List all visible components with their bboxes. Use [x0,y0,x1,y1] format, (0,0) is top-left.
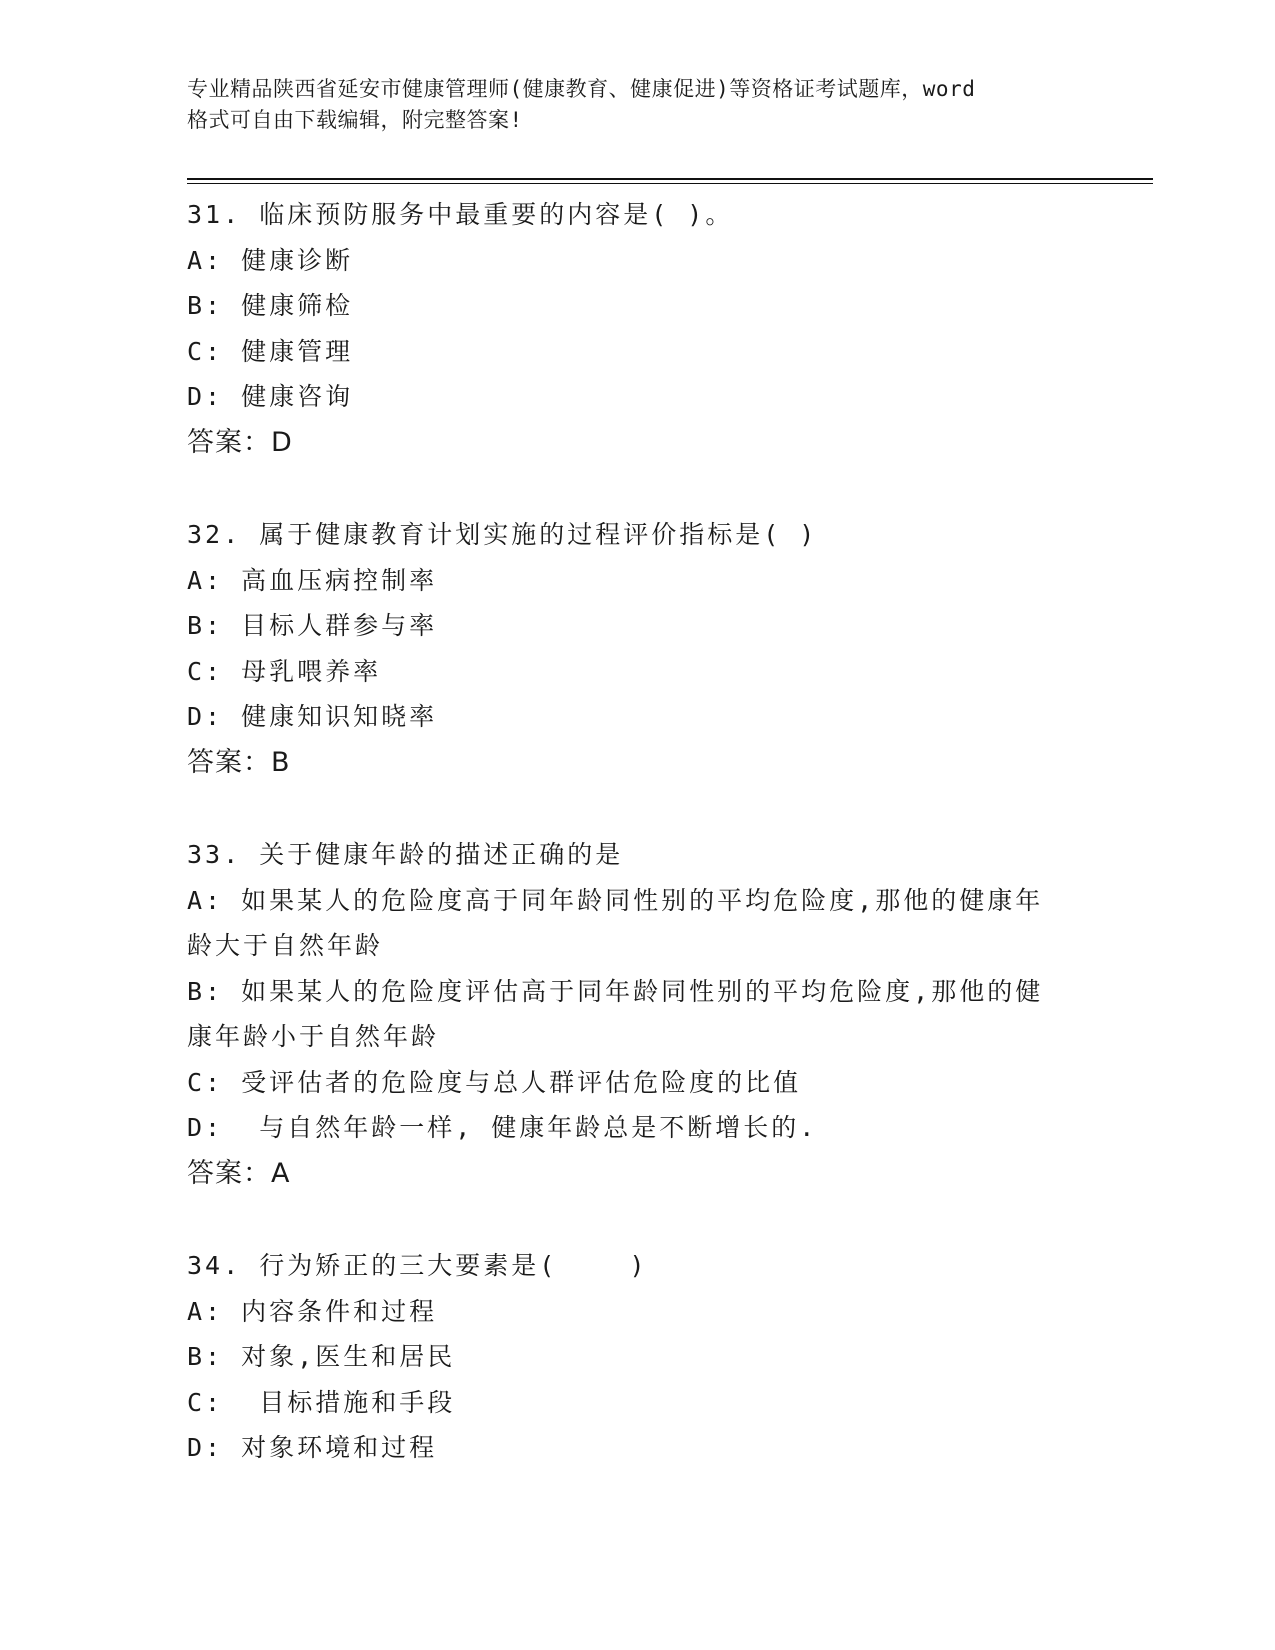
question-31 [187,192,1067,465]
option-b: B: 目标人群参与率 [187,611,438,640]
answer-label: 答案： [187,1157,271,1189]
answer-label: 答案： [187,426,271,458]
option-c: C: 健康管理 [187,336,354,366]
answer-value: A [271,1157,290,1189]
answer-value: D [271,426,292,458]
option-b: B: 健康筛检 [187,291,354,320]
header-divider-thick [187,178,1153,180]
question-33 [187,832,1067,1196]
answer-line [187,1151,1067,1197]
option-a: A: 健康诊断 [187,245,354,275]
question-32 [187,512,1067,785]
answer-line [187,420,1067,466]
option-a: A: 内容条件和过程 [187,1296,438,1326]
question-stem: 32. 属于健康教育计划实施的过程评价指标是( ) [187,520,818,549]
option-a: A: 如果某人的危险度高于同年龄同性别的平均危险度,那他的健康年龄大于自然年龄 [187,885,1044,960]
option-d: D: 健康咨询 [187,382,354,411]
answer-line [187,740,1067,786]
option-a: A: 高血压病控制率 [187,565,438,595]
document-header [187,74,1087,136]
option-c: C: 受评估者的危险度与总人群评估危险度的比值 [187,1067,802,1097]
question-34 [187,1243,1067,1471]
question-stem: 31. 临床预防服务中最重要的内容是( )。 [187,200,734,229]
header-line-1: 专业精品陕西省延安市健康管理师(健康教育、健康促进)等资格证考试题库，word [187,77,976,101]
option-c: C: 目标措施和手段 [187,1387,456,1417]
header-divider-thin [187,183,1153,184]
option-d: D: 健康知识知晓率 [187,702,438,731]
option-c: C: 母乳喂养率 [187,656,382,686]
option-d: D: 与自然年龄一样, 健康年龄总是不断增长的. [187,1113,818,1142]
option-d: D: 对象环境和过程 [187,1433,438,1462]
header-line-2: 格式可自由下载编辑，附完整答案! [187,108,523,132]
question-stem: 33. 关于健康年龄的描述正确的是 [187,840,624,869]
question-stem: 34. 行为矫正的三大要素是( ) [187,1251,648,1280]
answer-value: B [271,746,290,778]
option-b: B: 对象,医生和居民 [187,1342,456,1371]
question-list [187,192,1067,1518]
option-b: B: 如果某人的危险度评估高于同年龄同性别的平均危险度,那他的健康年龄小于自然年龄 [187,976,1044,1051]
answer-label: 答案： [187,746,271,778]
